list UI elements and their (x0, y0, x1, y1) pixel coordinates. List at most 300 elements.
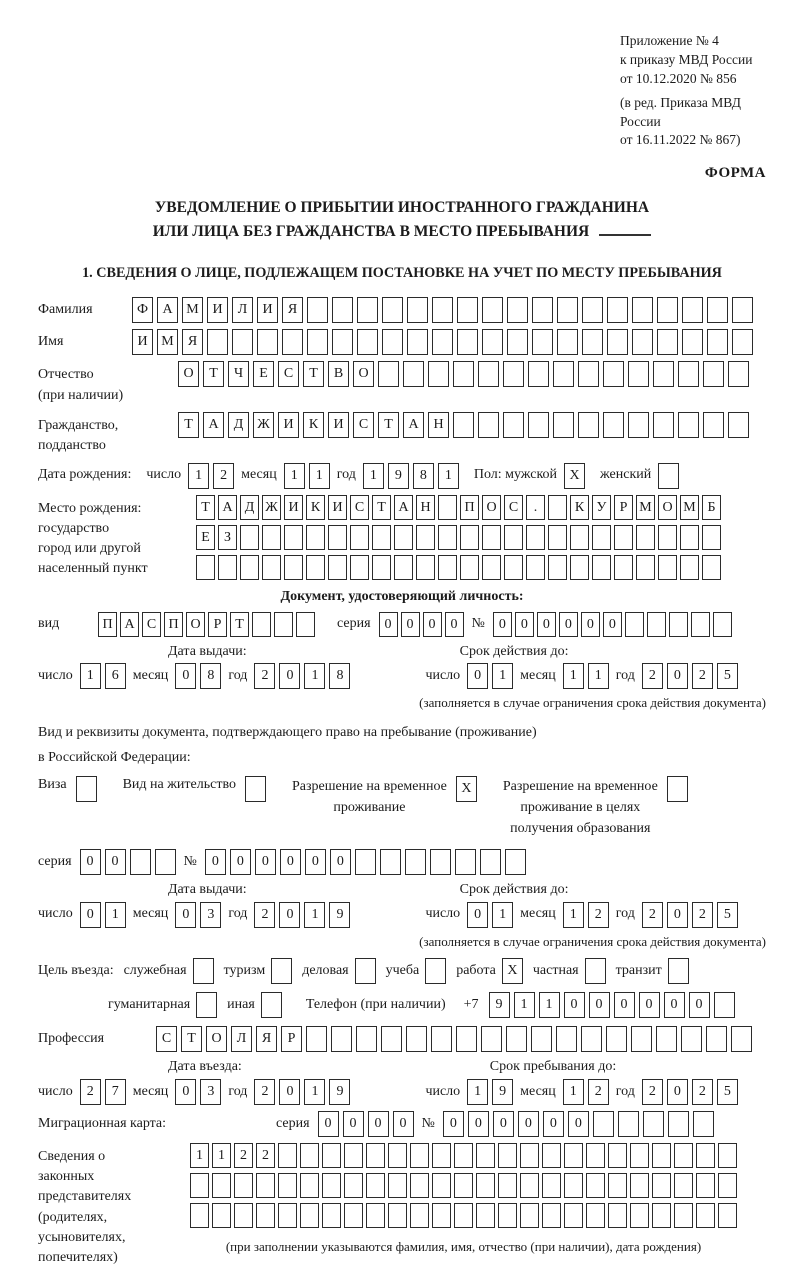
char-box[interactable]: Е (196, 525, 215, 550)
char-box[interactable]: Л (231, 1026, 252, 1052)
char-box[interactable] (614, 525, 633, 550)
char-box[interactable] (603, 412, 624, 438)
char-box[interactable]: А (157, 297, 178, 323)
residence-permit-checkbox[interactable] (245, 776, 266, 802)
char-box[interactable]: 0 (664, 992, 685, 1018)
char-box[interactable] (262, 555, 281, 580)
char-box[interactable]: 0 (230, 849, 251, 875)
char-box[interactable]: 0 (467, 902, 488, 928)
char-box[interactable]: 0 (379, 612, 398, 637)
char-box[interactable]: 0 (80, 902, 101, 928)
char-box[interactable]: Н (416, 495, 435, 520)
char-box[interactable] (394, 555, 413, 580)
char-box[interactable] (407, 329, 428, 355)
char-box[interactable] (405, 849, 426, 875)
char-box[interactable]: 0 (689, 992, 710, 1018)
sluzhebnaya-checkbox[interactable] (193, 958, 214, 984)
char-box[interactable]: О (178, 361, 199, 387)
char-box[interactable]: 5 (717, 1079, 738, 1105)
char-box[interactable] (256, 1173, 275, 1198)
char-box[interactable]: И (207, 297, 228, 323)
char-box[interactable] (240, 525, 259, 550)
char-box[interactable] (388, 1143, 407, 1168)
char-box[interactable]: 2 (256, 1143, 275, 1168)
char-box[interactable]: П (460, 495, 479, 520)
char-box[interactable] (357, 329, 378, 355)
char-box[interactable]: 0 (467, 663, 488, 689)
char-box[interactable] (234, 1203, 253, 1228)
char-box[interactable] (592, 525, 611, 550)
char-box[interactable] (406, 1026, 427, 1052)
char-box[interactable]: С (350, 495, 369, 520)
char-box[interactable]: С (504, 495, 523, 520)
char-box[interactable] (702, 555, 721, 580)
char-box[interactable] (614, 555, 633, 580)
char-box[interactable]: 0 (515, 612, 534, 637)
char-box[interactable] (478, 361, 499, 387)
char-box[interactable] (284, 555, 303, 580)
char-box[interactable]: Ж (253, 412, 274, 438)
char-box[interactable] (528, 412, 549, 438)
char-box[interactable] (582, 329, 603, 355)
char-box[interactable] (322, 1173, 341, 1198)
char-box[interactable] (668, 958, 689, 984)
char-box[interactable]: А (394, 495, 413, 520)
char-box[interactable]: Р (614, 495, 633, 520)
char-box[interactable] (504, 555, 523, 580)
char-box[interactable] (503, 412, 524, 438)
char-box[interactable] (542, 1203, 561, 1228)
char-box[interactable] (366, 1143, 385, 1168)
char-box[interactable]: 0 (279, 663, 300, 689)
char-box[interactable] (331, 1026, 352, 1052)
char-box[interactable]: И (257, 297, 278, 323)
char-box[interactable]: П (98, 612, 117, 637)
char-box[interactable]: М (680, 495, 699, 520)
char-box[interactable] (608, 1143, 627, 1168)
char-box[interactable]: С (278, 361, 299, 387)
char-box[interactable]: К (306, 495, 325, 520)
char-box[interactable]: 2 (642, 663, 663, 689)
char-box[interactable]: 2 (692, 663, 713, 689)
char-box[interactable]: О (186, 612, 205, 637)
char-box[interactable] (630, 1203, 649, 1228)
char-box[interactable]: 0 (667, 663, 688, 689)
char-box[interactable] (505, 849, 526, 875)
char-box[interactable] (556, 1026, 577, 1052)
char-box[interactable]: 0 (279, 902, 300, 928)
char-box[interactable]: 0 (667, 902, 688, 928)
char-box[interactable]: А (120, 612, 139, 637)
char-box[interactable]: 1 (363, 463, 384, 489)
char-box[interactable] (548, 525, 567, 550)
char-box[interactable] (570, 525, 589, 550)
char-box[interactable]: И (284, 495, 303, 520)
char-box[interactable] (703, 412, 724, 438)
char-box[interactable] (454, 1203, 473, 1228)
ucheba-checkbox[interactable] (425, 958, 446, 984)
char-box[interactable] (707, 297, 728, 323)
char-box[interactable] (668, 1111, 689, 1137)
char-box[interactable]: М (157, 329, 178, 355)
char-box[interactable] (300, 1173, 319, 1198)
char-box[interactable] (306, 525, 325, 550)
temp-residence-education-checkbox[interactable] (667, 776, 688, 802)
char-box[interactable] (702, 525, 721, 550)
char-box[interactable] (257, 329, 278, 355)
char-box[interactable]: Т (303, 361, 324, 387)
char-box[interactable]: Е (253, 361, 274, 387)
char-box[interactable] (578, 412, 599, 438)
char-box[interactable] (416, 525, 435, 550)
char-box[interactable]: 2 (254, 663, 275, 689)
char-box[interactable]: 2 (588, 902, 609, 928)
char-box[interactable] (674, 1173, 693, 1198)
char-box[interactable] (455, 849, 476, 875)
char-box[interactable] (674, 1203, 693, 1228)
char-box[interactable]: 0 (343, 1111, 364, 1137)
char-box[interactable] (428, 361, 449, 387)
char-box[interactable] (212, 1173, 231, 1198)
char-box[interactable] (328, 525, 347, 550)
char-box[interactable] (476, 1143, 495, 1168)
char-box[interactable] (713, 612, 732, 637)
char-box[interactable]: О (658, 495, 677, 520)
char-box[interactable] (528, 361, 549, 387)
char-box[interactable] (498, 1203, 517, 1228)
char-box[interactable] (232, 329, 253, 355)
char-box[interactable]: Т (181, 1026, 202, 1052)
char-box[interactable]: 2 (642, 902, 663, 928)
tranzit-checkbox[interactable] (668, 958, 689, 984)
char-box[interactable] (378, 361, 399, 387)
char-box[interactable] (431, 1026, 452, 1052)
char-box[interactable] (432, 1143, 451, 1168)
char-box[interactable]: 1 (80, 663, 101, 689)
char-box[interactable]: В (328, 361, 349, 387)
char-box[interactable] (586, 1143, 605, 1168)
char-box[interactable] (608, 1173, 627, 1198)
char-box[interactable]: Я (182, 329, 203, 355)
char-box[interactable]: Р (208, 612, 227, 637)
char-box[interactable] (678, 412, 699, 438)
char-box[interactable] (388, 1173, 407, 1198)
char-box[interactable] (410, 1173, 429, 1198)
char-box[interactable] (714, 992, 735, 1018)
char-box[interactable]: 0 (518, 1111, 539, 1137)
char-box[interactable] (307, 297, 328, 323)
char-box[interactable] (130, 849, 151, 875)
char-box[interactable] (636, 525, 655, 550)
char-box[interactable] (366, 1173, 385, 1198)
char-box[interactable]: 2 (254, 902, 275, 928)
char-box[interactable]: Т (203, 361, 224, 387)
char-box[interactable] (657, 329, 678, 355)
char-box[interactable]: Н (428, 412, 449, 438)
char-box[interactable] (585, 958, 606, 984)
char-box[interactable] (252, 612, 271, 637)
char-box[interactable]: . (526, 495, 545, 520)
char-box[interactable] (300, 1203, 319, 1228)
char-box[interactable] (658, 555, 677, 580)
char-box[interactable] (653, 412, 674, 438)
char-box[interactable] (193, 958, 214, 984)
char-box[interactable]: 8 (329, 663, 350, 689)
char-box[interactable]: И (328, 412, 349, 438)
char-box[interactable]: Б (702, 495, 721, 520)
char-box[interactable] (707, 329, 728, 355)
char-box[interactable] (355, 958, 376, 984)
char-box[interactable] (643, 1111, 664, 1137)
char-box[interactable] (631, 1026, 652, 1052)
char-box[interactable] (240, 555, 259, 580)
char-box[interactable] (548, 555, 567, 580)
char-box[interactable]: Ф (132, 297, 153, 323)
char-box[interactable] (728, 361, 749, 387)
char-box[interactable]: X (456, 776, 477, 802)
char-box[interactable]: 2 (254, 1079, 275, 1105)
char-box[interactable]: 2 (80, 1079, 101, 1105)
male-checkbox[interactable] (564, 463, 585, 489)
temp-residence-checkbox[interactable] (456, 776, 477, 802)
char-box[interactable]: 9 (329, 902, 350, 928)
char-box[interactable]: 0 (559, 612, 578, 637)
char-box[interactable]: 1 (539, 992, 560, 1018)
char-box[interactable] (564, 1143, 583, 1168)
char-box[interactable] (718, 1173, 737, 1198)
char-box[interactable] (155, 849, 176, 875)
char-box[interactable] (212, 1203, 231, 1228)
char-box[interactable] (478, 412, 499, 438)
char-box[interactable]: 8 (200, 663, 221, 689)
char-box[interactable] (680, 525, 699, 550)
char-box[interactable]: 2 (642, 1079, 663, 1105)
char-box[interactable]: З (218, 525, 237, 550)
char-box[interactable] (482, 329, 503, 355)
char-box[interactable]: 0 (175, 902, 196, 928)
char-box[interactable]: 9 (492, 1079, 513, 1105)
char-box[interactable] (732, 329, 753, 355)
char-box[interactable] (581, 1026, 602, 1052)
char-box[interactable] (696, 1173, 715, 1198)
char-box[interactable]: Д (240, 495, 259, 520)
char-box[interactable] (357, 297, 378, 323)
char-box[interactable]: 0 (543, 1111, 564, 1137)
char-box[interactable] (322, 1143, 341, 1168)
char-box[interactable]: 0 (280, 849, 301, 875)
char-box[interactable] (532, 329, 553, 355)
char-box[interactable] (503, 361, 524, 387)
char-box[interactable]: И (328, 495, 347, 520)
char-box[interactable] (430, 849, 451, 875)
char-box[interactable]: 0 (564, 992, 585, 1018)
char-box[interactable]: 0 (393, 1111, 414, 1137)
char-box[interactable]: 9 (489, 992, 510, 1018)
char-box[interactable] (680, 555, 699, 580)
char-box[interactable]: 0 (614, 992, 635, 1018)
char-box[interactable] (432, 329, 453, 355)
rabota-checkbox[interactable] (502, 958, 523, 984)
char-box[interactable]: 5 (717, 663, 738, 689)
char-box[interactable] (718, 1203, 737, 1228)
char-box[interactable] (630, 1143, 649, 1168)
char-box[interactable] (322, 1203, 341, 1228)
char-box[interactable] (76, 776, 97, 802)
char-box[interactable]: 0 (639, 992, 660, 1018)
char-box[interactable] (592, 555, 611, 580)
char-box[interactable] (658, 525, 677, 550)
char-box[interactable] (652, 1173, 671, 1198)
char-box[interactable]: 1 (190, 1143, 209, 1168)
char-box[interactable] (542, 1173, 561, 1198)
char-box[interactable]: 0 (493, 1111, 514, 1137)
char-box[interactable] (372, 525, 391, 550)
char-box[interactable] (578, 361, 599, 387)
char-box[interactable] (453, 412, 474, 438)
char-box[interactable] (498, 1143, 517, 1168)
char-box[interactable] (454, 1173, 473, 1198)
char-box[interactable] (432, 297, 453, 323)
char-box[interactable] (271, 958, 292, 984)
char-box[interactable]: О (353, 361, 374, 387)
char-box[interactable] (731, 1026, 752, 1052)
char-box[interactable] (438, 525, 457, 550)
char-box[interactable] (296, 612, 315, 637)
char-box[interactable]: 0 (330, 849, 351, 875)
char-box[interactable] (693, 1111, 714, 1137)
char-box[interactable] (498, 1173, 517, 1198)
char-box[interactable] (218, 555, 237, 580)
char-box[interactable] (504, 525, 523, 550)
char-box[interactable] (656, 1026, 677, 1052)
char-box[interactable]: 0 (368, 1111, 389, 1137)
char-box[interactable]: Ч (228, 361, 249, 387)
char-box[interactable]: О (482, 495, 501, 520)
char-box[interactable] (553, 412, 574, 438)
char-box[interactable] (284, 525, 303, 550)
char-box[interactable]: Я (256, 1026, 277, 1052)
char-box[interactable] (453, 361, 474, 387)
char-box[interactable] (718, 1143, 737, 1168)
char-box[interactable] (332, 329, 353, 355)
char-box[interactable] (669, 612, 688, 637)
char-box[interactable] (647, 612, 666, 637)
char-box[interactable]: Т (196, 495, 215, 520)
char-box[interactable] (394, 525, 413, 550)
char-box[interactable] (380, 849, 401, 875)
char-box[interactable]: 0 (423, 612, 442, 637)
char-box[interactable]: 2 (588, 1079, 609, 1105)
char-box[interactable]: Л (232, 297, 253, 323)
turizm-checkbox[interactable] (271, 958, 292, 984)
char-box[interactable]: А (403, 412, 424, 438)
char-box[interactable] (586, 1203, 605, 1228)
char-box[interactable]: 1 (563, 663, 584, 689)
char-box[interactable] (196, 555, 215, 580)
char-box[interactable] (460, 555, 479, 580)
char-box[interactable]: X (564, 463, 585, 489)
char-box[interactable] (416, 555, 435, 580)
char-box[interactable]: 0 (445, 612, 464, 637)
char-box[interactable]: А (218, 495, 237, 520)
char-box[interactable] (507, 297, 528, 323)
char-box[interactable]: X (502, 958, 523, 984)
char-box[interactable] (190, 1203, 209, 1228)
char-box[interactable] (728, 412, 749, 438)
char-box[interactable] (506, 1026, 527, 1052)
char-box[interactable] (682, 297, 703, 323)
char-box[interactable] (350, 525, 369, 550)
char-box[interactable]: 0 (581, 612, 600, 637)
char-box[interactable] (696, 1143, 715, 1168)
char-box[interactable]: 1 (563, 1079, 584, 1105)
char-box[interactable] (682, 329, 703, 355)
char-box[interactable] (557, 297, 578, 323)
char-box[interactable]: 2 (692, 902, 713, 928)
char-box[interactable] (403, 361, 424, 387)
char-box[interactable] (632, 297, 653, 323)
char-box[interactable]: 7 (105, 1079, 126, 1105)
char-box[interactable] (278, 1173, 297, 1198)
char-box[interactable]: 1 (304, 902, 325, 928)
char-box[interactable] (606, 1026, 627, 1052)
char-box[interactable] (476, 1203, 495, 1228)
char-box[interactable] (278, 1143, 297, 1168)
char-box[interactable]: 0 (537, 612, 556, 637)
char-box[interactable] (696, 1203, 715, 1228)
char-box[interactable] (476, 1173, 495, 1198)
char-box[interactable] (636, 555, 655, 580)
female-checkbox[interactable] (658, 463, 679, 489)
char-box[interactable] (438, 495, 457, 520)
char-box[interactable]: 0 (205, 849, 226, 875)
char-box[interactable] (628, 361, 649, 387)
char-box[interactable] (507, 329, 528, 355)
char-box[interactable]: 1 (309, 463, 330, 489)
char-box[interactable] (388, 1203, 407, 1228)
char-box[interactable] (732, 297, 753, 323)
char-box[interactable]: 6 (105, 663, 126, 689)
char-box[interactable]: 0 (318, 1111, 339, 1137)
char-box[interactable] (532, 297, 553, 323)
char-box[interactable]: А (203, 412, 224, 438)
char-box[interactable]: 1 (188, 463, 209, 489)
char-box[interactable]: С (156, 1026, 177, 1052)
char-box[interactable] (681, 1026, 702, 1052)
char-box[interactable]: 0 (279, 1079, 300, 1105)
char-box[interactable]: 0 (667, 1079, 688, 1105)
char-box[interactable]: 1 (304, 663, 325, 689)
char-box[interactable] (603, 361, 624, 387)
char-box[interactable]: Т (378, 412, 399, 438)
char-box[interactable]: 0 (401, 612, 420, 637)
char-box[interactable] (382, 297, 403, 323)
char-box[interactable] (350, 555, 369, 580)
char-box[interactable] (344, 1203, 363, 1228)
char-box[interactable] (586, 1173, 605, 1198)
char-box[interactable] (457, 329, 478, 355)
char-box[interactable] (190, 1173, 209, 1198)
char-box[interactable]: 0 (175, 663, 196, 689)
char-box[interactable]: 0 (468, 1111, 489, 1137)
char-box[interactable] (372, 555, 391, 580)
char-box[interactable]: Т (230, 612, 249, 637)
char-box[interactable] (607, 297, 628, 323)
char-box[interactable] (564, 1173, 583, 1198)
char-box[interactable] (207, 329, 228, 355)
char-box[interactable] (407, 297, 428, 323)
char-box[interactable]: 1 (438, 463, 459, 489)
